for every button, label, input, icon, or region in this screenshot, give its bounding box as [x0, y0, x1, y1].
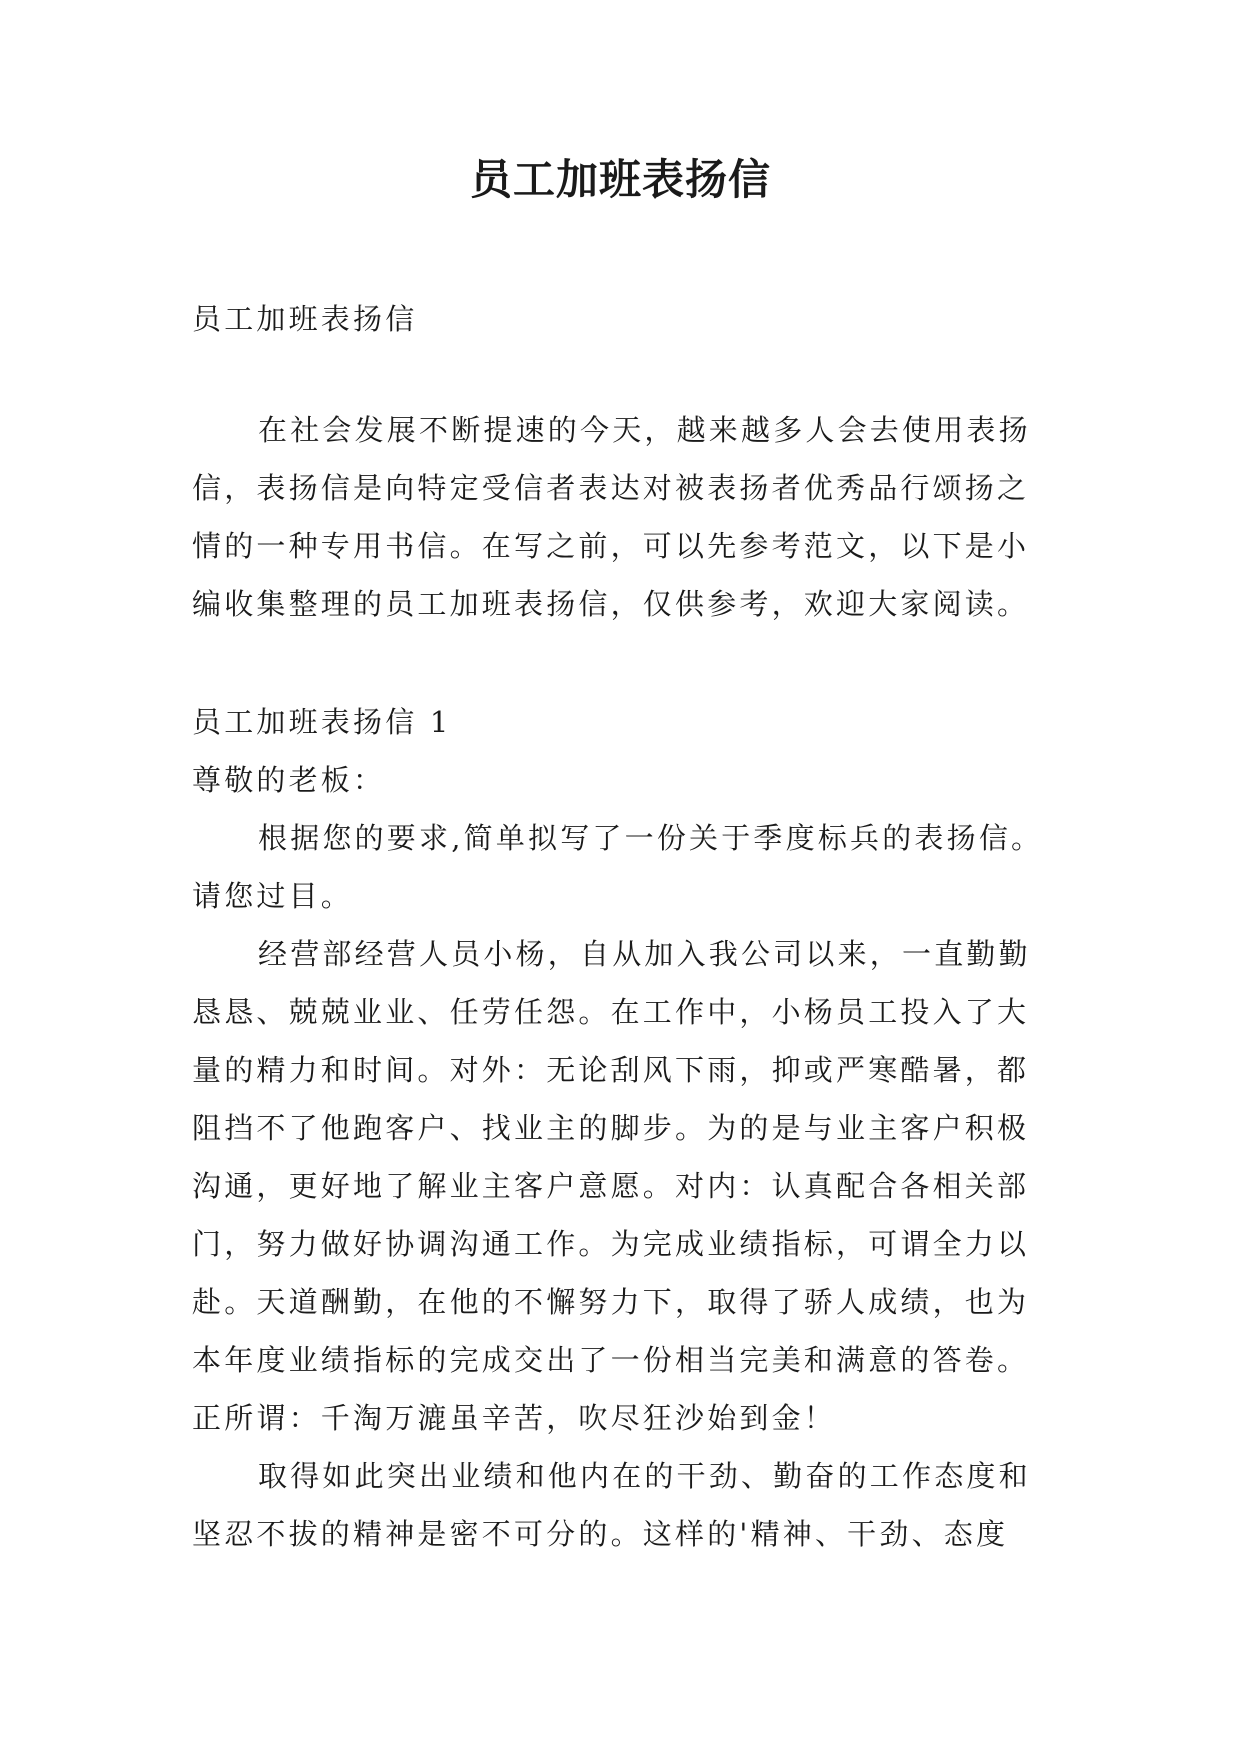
paragraph-2-line: 正所谓：千淘万漉虽辛苦，吹尽狂沙始到金！ [192, 1401, 837, 1435]
paragraph-2-line: 恳恳、兢兢业业、任劳任怨。在工作中，小杨员工投入了大 [192, 995, 1030, 1029]
paragraph-2-line: 赴。天道酬勤，在他的不懈努力下，取得了骄人成绩，也为 [192, 1285, 1030, 1319]
intro-line: 在社会发展不断提速的今天，越来越多人会去使用表扬 [258, 413, 1031, 447]
letter-body [192, 693, 1058, 1563]
document-subtitle [192, 290, 1058, 348]
intro-line: 信，表扬信是向特定受信者表达对被表扬者优秀品行颂扬之 [192, 471, 1030, 505]
paragraph-2-line: 量的精力和时间。对外：无论刮风下雨，抑或严寒酷暑，都 [192, 1053, 1030, 1087]
paragraph-2-line: 本年度业绩指标的完成交出了一份相当完美和满意的答卷。 [192, 1343, 1030, 1377]
paragraph-2-line: 门，努力做好协调沟通工作。为完成业绩指标，可谓全力以 [192, 1227, 1030, 1261]
document-title: 员工加班表扬信 [469, 155, 771, 204]
paragraph-1-line: 根据您的要求,简单拟写了一份关于季度标兵的表扬信。 [258, 821, 1044, 855]
intro-line: 编收集整理的员工加班表扬信，仅供参考，欢迎大家阅读。 [192, 587, 1030, 621]
paragraph-2-line: 沟通，更好地了解业主客户意愿。对内：认真配合各相关部 [192, 1169, 1030, 1203]
subtitle-line: 员工加班表扬信 [192, 302, 418, 336]
paragraph-2-line: 经营部经营人员小杨，自从加入我公司以来，一直勤勤 [258, 937, 1031, 971]
paragraph-3-line: 坚忍不拔的精神是密不可分的。这样的'精神、干劲、态度 [192, 1517, 1009, 1551]
intro-paragraph [192, 401, 1058, 633]
paragraph-1-line: 请您过目。 [192, 879, 354, 913]
paragraph-3-line: 取得如此突出业绩和他内在的干劲、勤奋的工作态度和 [258, 1459, 1031, 1493]
paragraph-2-line: 阻挡不了他跑客户、找业主的脚步。为的是与业主客户积极 [192, 1111, 1030, 1145]
intro-line: 情的一种专用书信。在写之前，可以先参考范文，以下是小 [192, 529, 1030, 563]
section-heading: 员工加班表扬信 1 [192, 705, 452, 739]
salutation: 尊敬的老板： [192, 763, 386, 797]
